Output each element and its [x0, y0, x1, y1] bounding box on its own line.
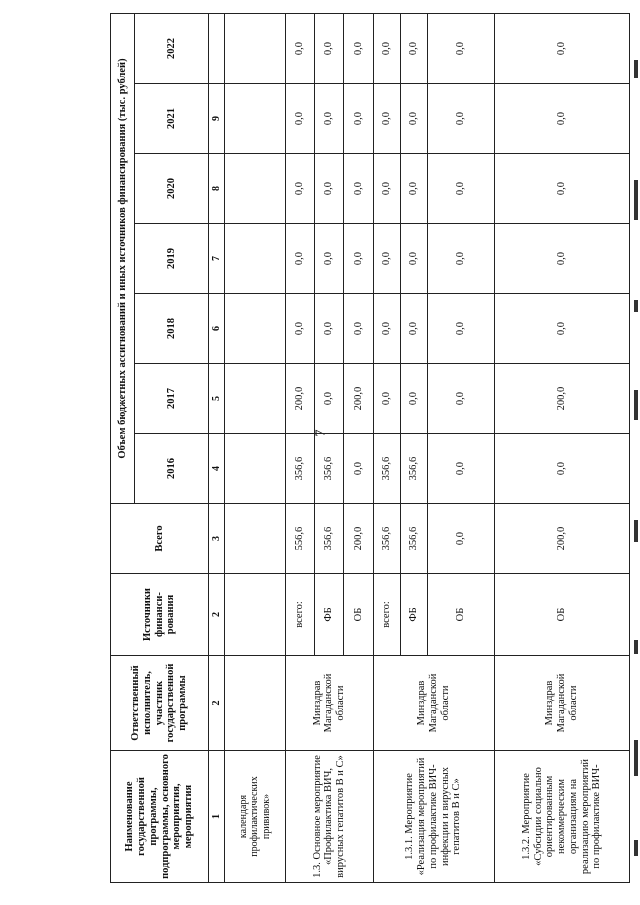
row-value: [225, 294, 286, 364]
header-year: 2020: [135, 154, 209, 224]
row-value: 0,0: [285, 14, 314, 84]
header-name: Наименование государственной программы, подпрограммы, основного мероприятия, мероприятия: [111, 751, 209, 883]
row-value: 0,0: [400, 14, 427, 84]
table-row: [373, 14, 400, 883]
row-value: 0,0: [427, 224, 494, 294]
row-value: 0,0: [344, 84, 373, 154]
row-name: 1.3. Основное мероприятие «Профилактика ВИЧ, вирусных гепатитов В и С»: [285, 751, 373, 883]
row-value: 356,6: [315, 434, 344, 504]
table-row: [495, 14, 630, 883]
scan-edge-noise: [626, 0, 640, 905]
row-value: 0,0: [285, 84, 314, 154]
row-source: [225, 574, 286, 656]
row-value: 0,0: [285, 224, 314, 294]
row-source: ОБ: [427, 574, 494, 656]
header-total: Всего: [111, 504, 209, 574]
row-executor: Минздрав Магаданской области: [373, 656, 494, 751]
row-total: 356,6: [373, 504, 400, 574]
column-number: 2: [209, 574, 225, 656]
row-value: 0,0: [400, 294, 427, 364]
column-number: 4: [209, 434, 225, 504]
row-source: ОБ: [344, 574, 373, 656]
header-year: 2019: [135, 224, 209, 294]
row-value: 356,6: [285, 434, 314, 504]
header-year: 2022: [135, 14, 209, 84]
row-value: 0,0: [427, 154, 494, 224]
row-executor: Минздрав Магаданской области: [285, 656, 373, 751]
row-value: [225, 224, 286, 294]
header-source: Источники финанси-рования: [111, 574, 209, 656]
row-value: 0,0: [285, 154, 314, 224]
row-value: 0,0: [315, 224, 344, 294]
row-name: календаря профилактических прививок»: [225, 751, 286, 883]
row-value: 0,0: [373, 294, 400, 364]
row-total: 0,0: [427, 504, 494, 574]
header-year: 2016: [135, 434, 209, 504]
row-value: 0,0: [373, 14, 400, 84]
row-value: 0,0: [495, 224, 630, 294]
row-value: 356,6: [373, 434, 400, 504]
row-value: 0,0: [315, 154, 344, 224]
row-value: 0,0: [373, 84, 400, 154]
row-executor: Минздрав Магаданской области: [495, 656, 630, 751]
row-value: 0,0: [495, 434, 630, 504]
row-value: 0,0: [315, 364, 344, 434]
row-value: 0,0: [427, 364, 494, 434]
row-value: 0,0: [373, 224, 400, 294]
row-value: 0,0: [495, 154, 630, 224]
row-name: 1.3.2. Мероприятие «Субсидии социально ориентированным некоммерческим организациям на реализацию мероприятий по профилактике ВИЧ-: [495, 751, 630, 883]
row-value: 0,0: [495, 84, 630, 154]
row-value: 0,0: [495, 294, 630, 364]
row-value: 0,0: [315, 84, 344, 154]
row-value: [225, 84, 286, 154]
row-value: 0,0: [344, 154, 373, 224]
row-source: ФБ: [400, 574, 427, 656]
row-name: 1.3.1. Мероприятие «Реализация мероприятий по профилактике ВИЧ-инфекции и вирусных гепатитов В и С»: [373, 751, 494, 883]
row-value: 0,0: [400, 84, 427, 154]
row-total: 200,0: [495, 504, 630, 574]
row-value: [225, 14, 286, 84]
row-source: всего:: [373, 574, 400, 656]
column-number: 8: [209, 154, 225, 224]
row-value: 0,0: [373, 154, 400, 224]
header-year: 2021: [135, 84, 209, 154]
row-total: 556,6: [285, 504, 314, 574]
column-number: 7: [209, 224, 225, 294]
row-value: 0,0: [315, 14, 344, 84]
row-value: 356,6: [400, 434, 427, 504]
header-funding-group: Объем бюджетных ассигнований и иных источников финансирования (тыс. рублей): [111, 14, 135, 504]
funding-table: [110, 13, 630, 883]
table-row: [225, 14, 286, 883]
header-year: 2018: [135, 294, 209, 364]
row-value: [225, 364, 286, 434]
row-value: 0,0: [495, 14, 630, 84]
row-value: 200,0: [344, 364, 373, 434]
row-value: 0,0: [427, 84, 494, 154]
row-value: 0,0: [400, 364, 427, 434]
rotated-table-stage: [110, 13, 630, 883]
row-value: 0,0: [344, 294, 373, 364]
row-value: 0,0: [373, 364, 400, 434]
row-value: 0,0: [285, 294, 314, 364]
row-value: [225, 154, 286, 224]
row-source: ОБ: [495, 574, 630, 656]
row-executor: [225, 656, 286, 751]
row-value: 0,0: [400, 224, 427, 294]
row-value: 0,0: [315, 294, 344, 364]
row-value: 200,0: [495, 364, 630, 434]
table-row: [285, 14, 314, 883]
row-value: 0,0: [427, 434, 494, 504]
row-total: 200,0: [344, 504, 373, 574]
row-value: 0,0: [427, 294, 494, 364]
header-year: 2017: [135, 364, 209, 434]
row-total: 356,6: [400, 504, 427, 574]
column-number: 2: [209, 656, 225, 751]
row-total: 356,6: [315, 504, 344, 574]
column-number: 6: [209, 294, 225, 364]
row-total: [225, 504, 286, 574]
row-source: ФБ: [315, 574, 344, 656]
column-number: 9: [209, 84, 225, 154]
header-executor: Ответственный исполнитель, участник государственной программы: [111, 656, 209, 751]
row-value: 0,0: [400, 154, 427, 224]
row-value: 0,0: [344, 224, 373, 294]
row-value: 0,0: [344, 14, 373, 84]
row-source: всего:: [285, 574, 314, 656]
column-number: 3: [209, 504, 225, 574]
row-value: [225, 434, 286, 504]
row-value: 0,0: [344, 434, 373, 504]
row-value: 200,0: [285, 364, 314, 434]
row-value: 0,0: [427, 14, 494, 84]
page-number: 7: [313, 429, 329, 437]
column-number: 5: [209, 364, 225, 434]
column-number: 1: [209, 751, 225, 883]
column-number: [209, 14, 225, 84]
